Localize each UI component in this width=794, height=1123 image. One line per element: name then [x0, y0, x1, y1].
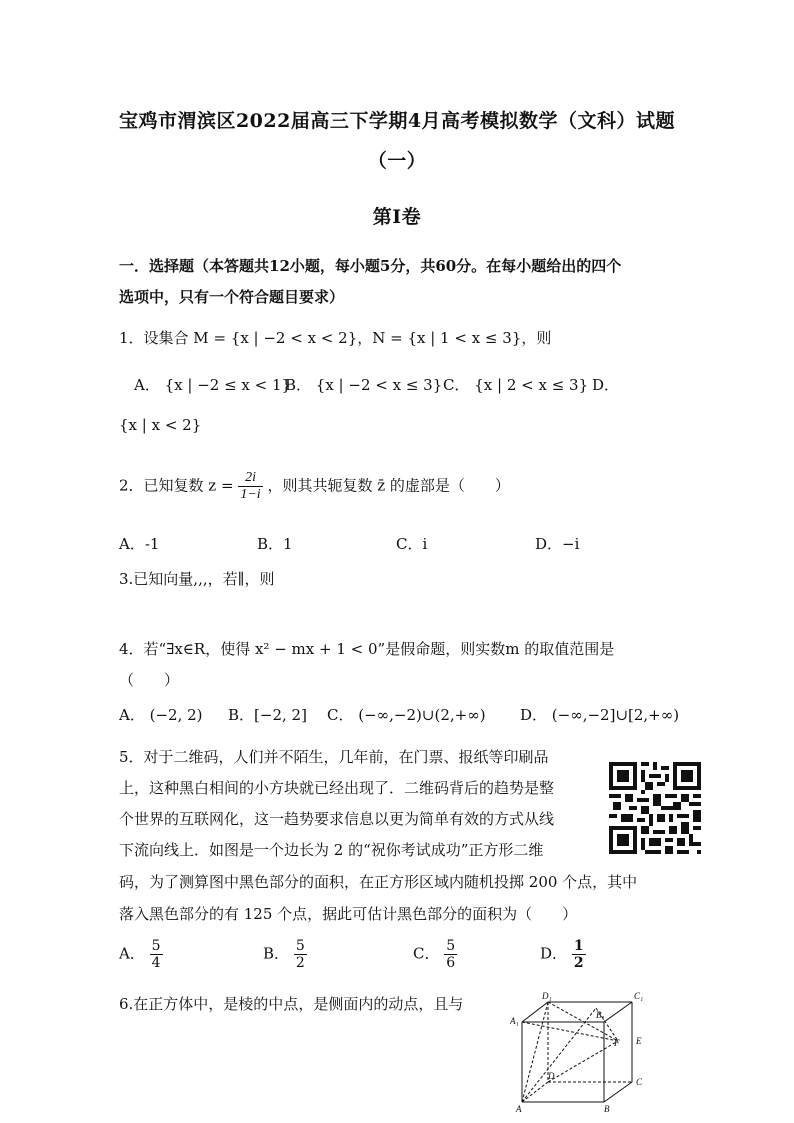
q5-option-b [263, 938, 307, 971]
q5-line-1: 5．对于二维码，人们并不陌生，几年前，在门票、报纸等印刷品 [119, 748, 549, 766]
q3-stem: 3.已知向量,,,，若∥，则 [119, 570, 275, 588]
q2-fraction [238, 470, 262, 503]
q5-option-d-label: D． [540, 944, 568, 963]
q1-option-d: D． [592, 376, 620, 394]
qr-code-image [609, 762, 701, 854]
q1-stem: 1．设集合 M = {x | −2 < x < 2}，N = {x | 1 < x ≤ 3}，则 [119, 329, 552, 347]
q5-option-a-den: 4 [151, 955, 161, 971]
q1-option-d-value: {x | x < 2} [119, 416, 202, 434]
q5-option-d-den: 2 [573, 955, 584, 971]
q5-option-a-num: 5 [151, 938, 161, 954]
q5-option-a [119, 938, 163, 971]
q5-line-6: 落入黑色部分的有 125 个点，据此可估计黑色部分的面积为（ ） [119, 905, 578, 923]
q5-option-b-label: B． [263, 944, 290, 963]
q4-stem: 4．若“∃x∈R，使得 x² − mx + 1 < 0”是假命题，则实数m 的取值范围是 [119, 640, 615, 658]
cube-label-f: F [614, 1038, 620, 1048]
q5-option-c [413, 938, 457, 971]
q5-option-a-fraction [150, 938, 163, 971]
q1-option-a: A． {x | −2 ≤ x < 1} [134, 376, 292, 394]
section-instructions-1: 一．选择题（本答题共12小题，每小题5分，共60分。在每小题给出的四个 [119, 257, 622, 275]
cube-label-e: E [636, 1036, 642, 1046]
q1-option-b: B． {x | −2 < x ≤ 3} [285, 376, 443, 394]
cube-label-c1: C₁ [634, 991, 644, 1001]
q5-option-d-fraction [572, 938, 586, 971]
cube-diagram [510, 988, 660, 1116]
q6-stem: 6.在正方体中，是棱的中点，是侧面内的动点，且与 [119, 995, 464, 1013]
q5-option-d-num: 1 [573, 938, 584, 954]
q2-stem [119, 470, 510, 503]
q2-option-a: A．-1 [119, 535, 160, 553]
q2-option-c: C．i [396, 535, 428, 553]
cube-label-b: B [604, 1104, 610, 1114]
q4-option-d: D． (−∞,−2]∪[2,+∞) [520, 706, 680, 724]
q5-option-c-den: 6 [446, 955, 456, 971]
q5-option-b-den: 2 [295, 955, 305, 971]
q5-option-d [540, 938, 586, 971]
volume-heading: 第Ⅰ卷 [372, 206, 422, 228]
section-instructions-2: 选项中，只有一个符合题目要求） [119, 288, 345, 306]
exam-subtitle: （一） [367, 150, 427, 172]
q5-line-5: 码，为了测算图中黑色部分的面积，在正方形区域内随机投掷 200 个点，其中 [119, 873, 638, 891]
cube-label-c: C [636, 1077, 643, 1087]
q4-option-a: A． (−2, 2) [119, 706, 203, 724]
q5-option-c-label: C． [413, 944, 440, 963]
cube-label-d: D [548, 1071, 555, 1081]
q2-stem-pre: 2．已知复数 z = [119, 476, 234, 495]
q4-option-c: C． (−∞,−2)∪(2,+∞) [327, 706, 486, 724]
cube-label-a1: A₁ [510, 1016, 519, 1026]
q2-fraction-num: 2i [238, 470, 262, 487]
q5-option-b-fraction [294, 938, 307, 971]
exam-title: 宝鸡市渭滨区2022届高三下学期4月高考模拟数学（文科）试题 [118, 110, 676, 132]
cube-label-b1: B₁ [596, 1010, 605, 1020]
q1-option-c: C． {x | 2 < x ≤ 3} [443, 376, 589, 394]
q2-stem-post: ，则其共轭复数 z̄ 的虚部是（ ） [267, 476, 510, 495]
q5-option-a-label: A． [119, 944, 145, 963]
q5-option-b-num: 5 [295, 938, 305, 954]
cube-label-d1: D₁ [542, 991, 552, 1001]
q2-fraction-den: 1−i [240, 487, 261, 502]
q5-line-3: 个世界的互联网化，这一趋势要求信息以更为简单有效的方式从线 [119, 810, 555, 828]
q2-option-b: B．1 [257, 535, 293, 553]
cube-label-a: A [516, 1104, 522, 1114]
q5-line-4: 下流向线上．如图是一个边长为 2 的“祝你考试成功”正方形二维 [119, 841, 544, 859]
q2-option-d: D．−i [535, 535, 580, 553]
q4-paren: （ ） [119, 671, 180, 689]
q5-option-c-fraction [444, 938, 457, 971]
q4-option-b: B．[−2, 2] [228, 706, 307, 724]
q5-option-c-num: 5 [446, 938, 456, 954]
q5-line-2: 上，这种黑白相间的小方块就已经出现了．二维码背后的趋势是整 [119, 779, 555, 797]
